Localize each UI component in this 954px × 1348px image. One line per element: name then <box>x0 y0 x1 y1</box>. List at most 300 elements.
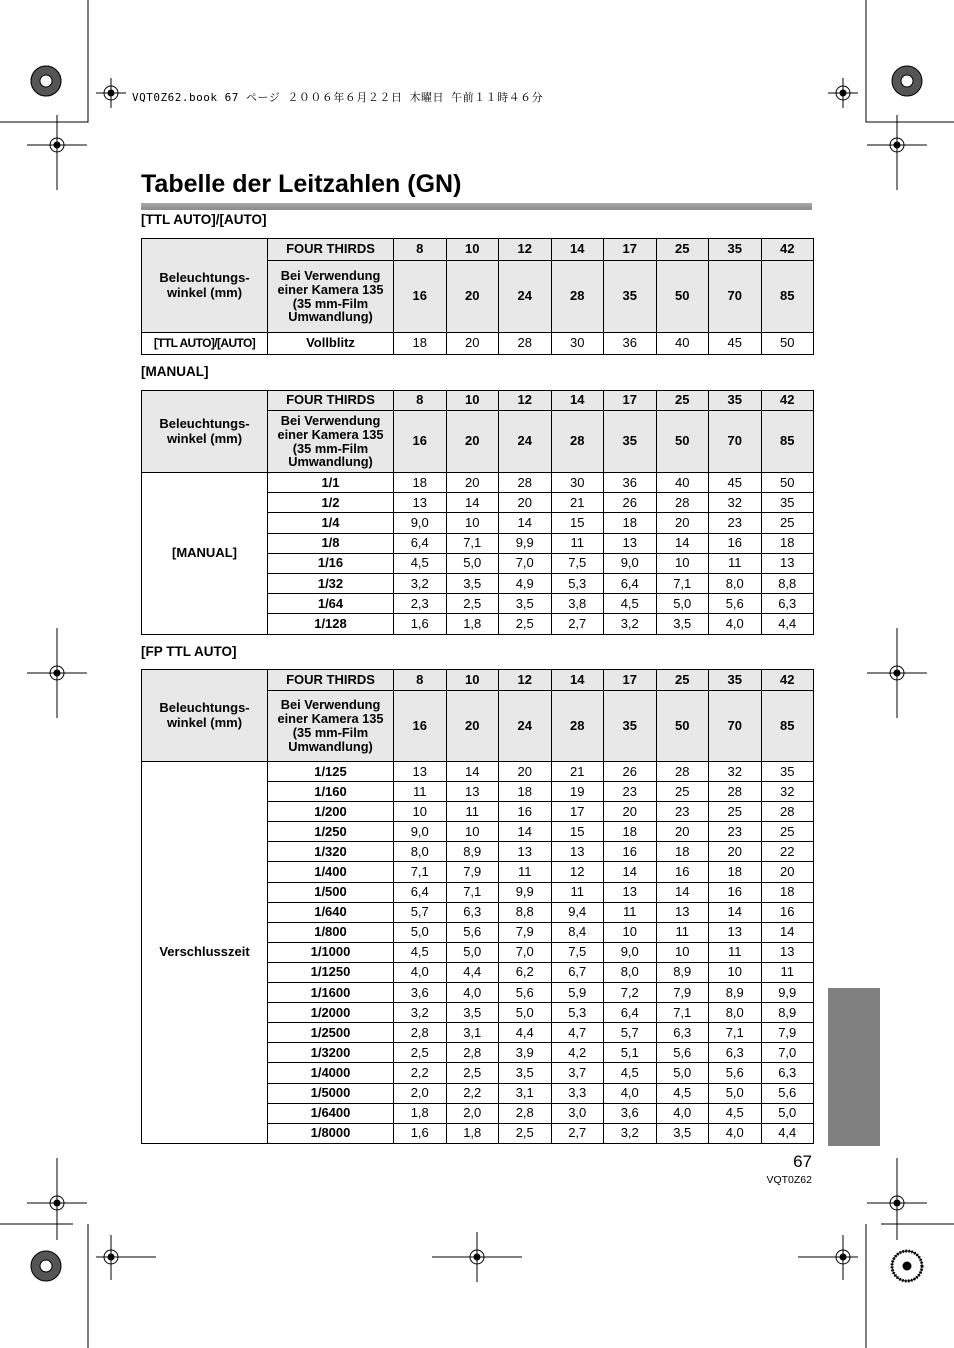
focal-length-four-thirds: 25 <box>656 670 709 691</box>
gn-value: 6,4 <box>394 533 447 553</box>
camera135-note: Bei Verwendung einer Kamera 135 (35 mm-Film Umwandlung) <box>268 261 394 333</box>
gn-value: 6,3 <box>446 902 499 922</box>
focal-length-35mm: 20 <box>446 411 499 473</box>
gn-value: 5,3 <box>551 573 604 593</box>
gn-value: 6,3 <box>761 594 814 614</box>
gn-value: 3,1 <box>446 1023 499 1043</box>
gn-value: 35 <box>761 493 814 513</box>
gn-value: 3,6 <box>604 1103 657 1123</box>
focal-length-four-thirds: 10 <box>446 391 499 411</box>
gn-value: 4,5 <box>394 553 447 573</box>
gn-value: 11 <box>761 962 814 982</box>
gn-value: 8,9 <box>761 1003 814 1023</box>
gn-value: 26 <box>604 493 657 513</box>
gn-value: 9,0 <box>394 513 447 533</box>
chapter-side-tab <box>828 988 880 1146</box>
gn-value: 18 <box>656 842 709 862</box>
row-label: 1/64 <box>268 594 394 614</box>
focal-length-four-thirds: 25 <box>656 391 709 411</box>
page-code: VQT0Z62 <box>766 1174 812 1186</box>
gn-value: 3,2 <box>604 1123 657 1143</box>
mode-group-label: Verschlusszeit <box>142 762 268 1144</box>
gn-value: 4,4 <box>499 1023 552 1043</box>
gn-value: 2,8 <box>446 1043 499 1063</box>
gn-value: 28 <box>656 762 709 782</box>
focal-length-four-thirds: 14 <box>551 239 604 261</box>
gn-value: 32 <box>709 762 762 782</box>
gn-value: 28 <box>499 473 552 493</box>
gn-value: 6,4 <box>604 1003 657 1023</box>
row-label: 1/640 <box>268 902 394 922</box>
row-label: 1/160 <box>268 782 394 802</box>
gn-value: 50 <box>761 333 814 355</box>
gn-value: 3,6 <box>394 983 447 1003</box>
focal-length-four-thirds: 42 <box>761 670 814 691</box>
row-label: 1/200 <box>268 802 394 822</box>
focal-length-35mm: 50 <box>656 691 709 762</box>
gn-value: 3,5 <box>499 1063 552 1083</box>
gn-value: 4,0 <box>709 1123 762 1143</box>
focal-length-35mm: 20 <box>446 261 499 333</box>
gn-value: 11 <box>709 553 762 573</box>
gn-value: 23 <box>709 513 762 533</box>
gn-table-fp-ttl-auto <box>141 669 814 1144</box>
crosshair-mark <box>27 628 87 718</box>
gn-value: 5,0 <box>709 1083 762 1103</box>
gn-value: 11 <box>394 782 447 802</box>
angle-label: Beleuchtungs- winkel (mm) <box>142 670 268 762</box>
gn-value: 3,2 <box>394 1003 447 1023</box>
registration-rosette-top-left <box>31 66 61 96</box>
gn-value: 28 <box>761 802 814 822</box>
gn-value: 7,0 <box>499 942 552 962</box>
focal-length-four-thirds: 17 <box>604 391 657 411</box>
crosshair-mark <box>27 115 87 190</box>
focal-length-35mm: 16 <box>394 411 447 473</box>
gn-value: 8,0 <box>604 962 657 982</box>
gn-value: 4,5 <box>604 594 657 614</box>
focal-length-35mm: 24 <box>499 261 552 333</box>
gn-value: 13 <box>709 922 762 942</box>
gn-value: 16 <box>499 802 552 822</box>
focal-length-four-thirds: 17 <box>604 670 657 691</box>
gn-value: 8,9 <box>656 962 709 982</box>
gn-value: 14 <box>656 533 709 553</box>
gn-value: 6,3 <box>709 1043 762 1063</box>
focal-length-35mm: 16 <box>394 261 447 333</box>
gn-value: 18 <box>604 513 657 533</box>
gn-value: 2,7 <box>551 614 604 634</box>
gn-value: 10 <box>446 513 499 533</box>
gn-value: 7,5 <box>551 942 604 962</box>
gn-value: 5,6 <box>709 594 762 614</box>
gn-table-manual <box>141 390 814 635</box>
gn-value: 11 <box>499 862 552 882</box>
gn-value: 36 <box>604 473 657 493</box>
gn-value: 30 <box>551 473 604 493</box>
row-label: 1/500 <box>268 882 394 902</box>
gn-value: 30 <box>551 333 604 355</box>
focal-length-four-thirds: 35 <box>709 239 762 261</box>
row-label: 1/2500 <box>268 1023 394 1043</box>
gn-value: 16 <box>709 882 762 902</box>
gn-value: 21 <box>551 493 604 513</box>
gn-value: 13 <box>551 842 604 862</box>
page-title: Tabelle der Leitzahlen (GN) <box>141 170 462 198</box>
section-heading-fp-ttl-auto: [FP TTL AUTO] <box>141 644 237 659</box>
gn-value: 18 <box>709 862 762 882</box>
title-rule <box>141 203 812 210</box>
gn-value: 7,5 <box>551 553 604 573</box>
crosshair-mark <box>867 115 927 190</box>
row-label: 1/3200 <box>268 1043 394 1063</box>
mode-group-label: [TTL AUTO]/[AUTO] <box>142 333 268 355</box>
gn-value: 26 <box>604 762 657 782</box>
gn-value: 14 <box>446 493 499 513</box>
focal-length-35mm: 70 <box>709 261 762 333</box>
focal-length-four-thirds: 8 <box>394 391 447 411</box>
row-label: 1/8 <box>268 533 394 553</box>
gn-value: 5,6 <box>499 983 552 1003</box>
row-label: 1/1000 <box>268 942 394 962</box>
focal-length-35mm: 35 <box>604 411 657 473</box>
gn-value: 14 <box>709 902 762 922</box>
gn-value: 28 <box>499 333 552 355</box>
gn-value: 3,5 <box>446 1003 499 1023</box>
gn-value: 3,5 <box>499 594 552 614</box>
gn-value: 2,5 <box>446 594 499 614</box>
gn-value: 5,9 <box>551 983 604 1003</box>
gn-value: 18 <box>394 473 447 493</box>
gn-value: 32 <box>709 493 762 513</box>
row-label: 1/320 <box>268 842 394 862</box>
gn-value: 15 <box>551 822 604 842</box>
angle-label: Beleuchtungs- winkel (mm) <box>142 391 268 473</box>
gn-value: 6,4 <box>604 573 657 593</box>
gn-value: 6,2 <box>499 962 552 982</box>
gn-value: 11 <box>551 882 604 902</box>
focal-length-four-thirds: 10 <box>446 670 499 691</box>
gn-value: 10 <box>656 942 709 962</box>
crosshair-mark <box>432 1232 522 1282</box>
row-label: 1/4 <box>268 513 394 533</box>
focal-length-four-thirds: 12 <box>499 391 552 411</box>
gn-value: 9,4 <box>551 902 604 922</box>
gn-value: 13 <box>499 842 552 862</box>
gn-value: 20 <box>604 802 657 822</box>
header-row <box>142 239 814 261</box>
header-row <box>142 670 814 691</box>
gn-value: 35 <box>761 762 814 782</box>
section-heading-manual: [MANUAL] <box>141 364 209 379</box>
gn-value: 4,5 <box>604 1063 657 1083</box>
gn-value: 3,1 <box>499 1083 552 1103</box>
gn-value: 14 <box>656 882 709 902</box>
focal-length-four-thirds: 42 <box>761 391 814 411</box>
gn-value: 13 <box>604 533 657 553</box>
focal-length-four-thirds: 35 <box>709 391 762 411</box>
gn-value: 2,7 <box>551 1123 604 1143</box>
gn-value: 6,7 <box>551 962 604 982</box>
gn-value: 36 <box>604 333 657 355</box>
gn-value: 20 <box>656 822 709 842</box>
gn-value: 3,2 <box>394 573 447 593</box>
gn-value: 8,4 <box>551 922 604 942</box>
gn-value: 6,4 <box>394 882 447 902</box>
focal-length-four-thirds: 14 <box>551 670 604 691</box>
gn-value: 14 <box>604 862 657 882</box>
gn-value: 7,9 <box>761 1023 814 1043</box>
four-thirds-label: FOUR THIRDS <box>268 391 394 411</box>
row-label: 1/32 <box>268 573 394 593</box>
gn-value: 18 <box>604 822 657 842</box>
page-number: 67 <box>793 1152 812 1171</box>
gn-value: 5,6 <box>709 1063 762 1083</box>
gn-value: 10 <box>446 822 499 842</box>
mode-group-label: [MANUAL] <box>142 473 268 635</box>
focal-length-35mm: 24 <box>499 691 552 762</box>
section-heading-ttl-auto: [TTL AUTO]/[AUTO] <box>141 212 267 227</box>
gn-value: 45 <box>709 473 762 493</box>
gn-value: 2,0 <box>394 1083 447 1103</box>
gn-value: 18 <box>499 782 552 802</box>
gn-value: 5,0 <box>656 594 709 614</box>
gn-value: 32 <box>761 782 814 802</box>
gn-value: 4,0 <box>656 1103 709 1123</box>
focal-length-four-thirds: 12 <box>499 670 552 691</box>
gn-value: 40 <box>656 333 709 355</box>
print-header-line: VQT0Z62.book 67 ページ ２００６年６月２２日 木曜日 午前１１時４６分 <box>132 91 544 104</box>
gn-value: 5,0 <box>446 942 499 962</box>
gn-value: 2,5 <box>394 1043 447 1063</box>
gn-value: 13 <box>394 493 447 513</box>
gn-value: 9,0 <box>604 553 657 573</box>
gn-value: 11 <box>604 902 657 922</box>
gn-value: 3,3 <box>551 1083 604 1103</box>
gn-value: 1,6 <box>394 614 447 634</box>
row-label: 1/250 <box>268 822 394 842</box>
gn-value: 5,0 <box>656 1063 709 1083</box>
row-label: 1/1 <box>268 473 394 493</box>
gn-value: 11 <box>551 533 604 553</box>
table-row <box>142 473 814 493</box>
gn-value: 4,2 <box>551 1043 604 1063</box>
gn-value: 4,0 <box>604 1083 657 1103</box>
gn-value: 16 <box>709 533 762 553</box>
row-label: 1/6400 <box>268 1103 394 1123</box>
focal-length-35mm: 20 <box>446 691 499 762</box>
gn-value: 7,0 <box>761 1043 814 1063</box>
row-label: 1/1600 <box>268 983 394 1003</box>
registration-rosette-bottom-left <box>31 1251 61 1281</box>
gn-value: 3,2 <box>604 614 657 634</box>
gn-value: 1,8 <box>446 1123 499 1143</box>
gn-value: 40 <box>656 473 709 493</box>
gn-value: 23 <box>709 822 762 842</box>
gn-value: 4,0 <box>446 983 499 1003</box>
focal-length-35mm: 28 <box>551 261 604 333</box>
gn-value: 8,9 <box>446 842 499 862</box>
gn-value: 23 <box>604 782 657 802</box>
gn-value: 12 <box>551 862 604 882</box>
focal-length-35mm: 50 <box>656 411 709 473</box>
gn-value: 5,6 <box>761 1083 814 1103</box>
gn-value: 2,3 <box>394 594 447 614</box>
gn-value: 7,1 <box>656 573 709 593</box>
gn-value: 10 <box>656 553 709 573</box>
crosshair-mark <box>96 1235 156 1280</box>
gn-value: 6,3 <box>761 1063 814 1083</box>
gn-value: 13 <box>761 553 814 573</box>
gn-value: 16 <box>656 862 709 882</box>
gn-value: 4,4 <box>446 962 499 982</box>
gn-value: 7,9 <box>499 922 552 942</box>
gn-value: 13 <box>761 942 814 962</box>
gn-value: 8,9 <box>709 983 762 1003</box>
angle-label: Beleuchtungs- winkel (mm) <box>142 239 268 333</box>
row-label: 1/2 <box>268 493 394 513</box>
gn-value: 20 <box>499 493 552 513</box>
gn-value: 15 <box>551 513 604 533</box>
gn-value: 5,6 <box>656 1043 709 1063</box>
gn-value: 3,0 <box>551 1103 604 1123</box>
gn-value: 1,8 <box>394 1103 447 1123</box>
gn-table-ttl-auto <box>141 238 814 355</box>
gn-value: 5,0 <box>446 553 499 573</box>
row-label: 1/128 <box>268 614 394 634</box>
gn-value: 10 <box>394 802 447 822</box>
row-label: 1/16 <box>268 553 394 573</box>
gn-value: 4,5 <box>394 942 447 962</box>
gn-value: 8,8 <box>761 573 814 593</box>
gn-value: 14 <box>499 513 552 533</box>
gn-value: 5,7 <box>394 902 447 922</box>
gn-value: 10 <box>604 922 657 942</box>
gn-value: 5,7 <box>604 1023 657 1043</box>
gn-value: 20 <box>499 762 552 782</box>
gn-value: 14 <box>761 922 814 942</box>
gn-value: 18 <box>761 533 814 553</box>
row-label: 1/4000 <box>268 1063 394 1083</box>
gn-value: 25 <box>761 822 814 842</box>
focal-length-four-thirds: 35 <box>709 670 762 691</box>
gn-value: 7,1 <box>446 882 499 902</box>
gn-value: 21 <box>551 762 604 782</box>
gn-value: 20 <box>446 473 499 493</box>
crosshair-mark <box>798 1235 858 1280</box>
gn-value: 20 <box>446 333 499 355</box>
gn-value: 8,0 <box>709 1003 762 1023</box>
gn-value: 8,8 <box>499 902 552 922</box>
gn-value: 4,5 <box>709 1103 762 1123</box>
gn-value: 5,0 <box>761 1103 814 1123</box>
focal-length-35mm: 85 <box>761 691 814 762</box>
focal-length-35mm: 16 <box>394 691 447 762</box>
focal-length-35mm: 24 <box>499 411 552 473</box>
row-label: 1/800 <box>268 922 394 942</box>
gn-value: 4,9 <box>499 573 552 593</box>
crosshair-mark <box>828 78 858 108</box>
gn-value: 9,9 <box>499 882 552 902</box>
gn-value: 11 <box>446 802 499 822</box>
gn-value: 18 <box>394 333 447 355</box>
gn-value: 9,0 <box>394 822 447 842</box>
table-row <box>142 333 814 355</box>
gn-value: 7,1 <box>709 1023 762 1043</box>
gn-value: 16 <box>761 902 814 922</box>
gn-value: 5,1 <box>604 1043 657 1063</box>
four-thirds-label: FOUR THIRDS <box>268 670 394 691</box>
gn-value: 3,9 <box>499 1043 552 1063</box>
table-row <box>142 762 814 782</box>
gn-value: 50 <box>761 473 814 493</box>
gn-value: 4,5 <box>656 1083 709 1103</box>
gn-value: 11 <box>709 942 762 962</box>
gn-value: 3,5 <box>446 573 499 593</box>
camera135-note: Bei Verwendung einer Kamera 135 (35 mm-Film Umwandlung) <box>268 411 394 473</box>
gn-value: 2,8 <box>499 1103 552 1123</box>
header-row <box>142 391 814 411</box>
gn-value: 45 <box>709 333 762 355</box>
gn-value: 25 <box>761 513 814 533</box>
registration-rosette-bottom-right <box>892 1251 922 1281</box>
gn-value: 4,7 <box>551 1023 604 1043</box>
focal-length-35mm: 50 <box>656 261 709 333</box>
gn-value: 18 <box>761 882 814 902</box>
gn-value: 7,1 <box>446 533 499 553</box>
focal-length-35mm: 70 <box>709 691 762 762</box>
gn-value: 2,5 <box>499 614 552 634</box>
focal-length-four-thirds: 8 <box>394 239 447 261</box>
row-label: 1/125 <box>268 762 394 782</box>
gn-value: 1,8 <box>446 614 499 634</box>
focal-length-35mm: 28 <box>551 691 604 762</box>
gn-value: 7,9 <box>656 983 709 1003</box>
gn-value: 8,0 <box>709 573 762 593</box>
gn-value: 13 <box>604 882 657 902</box>
gn-value: 5,6 <box>446 922 499 942</box>
four-thirds-label: FOUR THIRDS <box>268 239 394 261</box>
focal-length-35mm: 85 <box>761 411 814 473</box>
crosshair-mark <box>867 1158 927 1240</box>
gn-value: 25 <box>656 782 709 802</box>
gn-value: 4,4 <box>761 614 814 634</box>
gn-value: 25 <box>709 802 762 822</box>
gn-value: 5,0 <box>499 1003 552 1023</box>
gn-value: 13 <box>394 762 447 782</box>
row-label: 1/8000 <box>268 1123 394 1143</box>
crosshair-mark <box>96 78 126 108</box>
focal-length-four-thirds: 12 <box>499 239 552 261</box>
gn-value: 13 <box>656 902 709 922</box>
gn-value: 23 <box>656 802 709 822</box>
gn-value: 2,5 <box>499 1123 552 1143</box>
gn-value: 3,7 <box>551 1063 604 1083</box>
camera135-note: Bei Verwendung einer Kamera 135 (35 mm-Film Umwandlung) <box>268 691 394 762</box>
gn-value: 2,0 <box>446 1103 499 1123</box>
gn-value: 6,3 <box>656 1023 709 1043</box>
gn-value: 20 <box>656 513 709 533</box>
gn-value: 7,2 <box>604 983 657 1003</box>
gn-value: 9,9 <box>499 533 552 553</box>
gn-value: 14 <box>446 762 499 782</box>
gn-value: 10 <box>709 962 762 982</box>
row-label: 1/1250 <box>268 962 394 982</box>
gn-value: 8,0 <box>394 842 447 862</box>
focal-length-four-thirds: 42 <box>761 239 814 261</box>
gn-value: 5,0 <box>394 922 447 942</box>
focal-length-35mm: 28 <box>551 411 604 473</box>
